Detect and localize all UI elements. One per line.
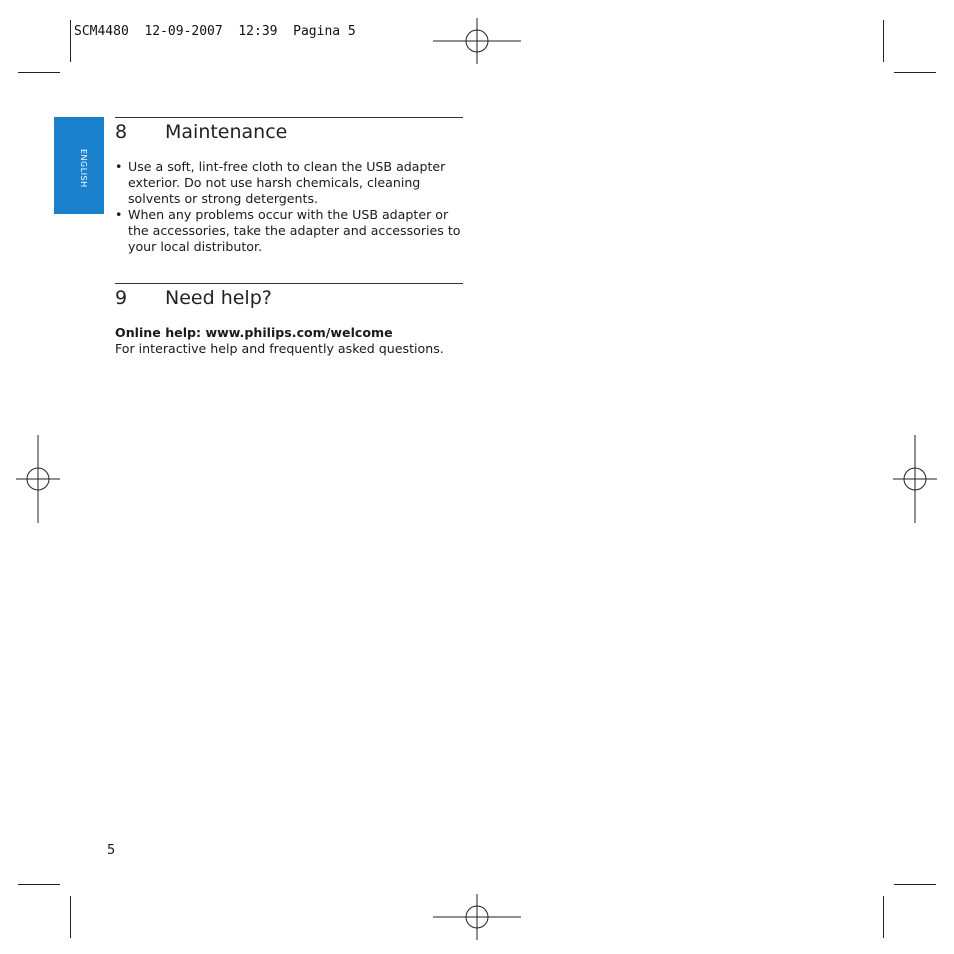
language-tab-label: ENGLISH bbox=[79, 149, 88, 188]
section-rule bbox=[115, 283, 463, 284]
crop-mark bbox=[894, 884, 936, 885]
registration-mark-icon bbox=[893, 435, 937, 523]
section-rule bbox=[115, 117, 463, 118]
crop-mark bbox=[883, 20, 884, 62]
section-number: 9 bbox=[115, 287, 128, 309]
section-title: Maintenance bbox=[165, 121, 288, 143]
section-title: Need help? bbox=[165, 287, 272, 309]
list-item: • Use a soft, lint-free cloth to clean the USB adapter exterior. Do not use harsh chemicals, cleaning solvents or strong detergents. bbox=[115, 159, 463, 207]
registration-mark-icon bbox=[433, 894, 521, 940]
crop-mark bbox=[70, 20, 71, 62]
crop-mark bbox=[18, 884, 60, 885]
registration-mark-icon bbox=[16, 435, 60, 523]
section-heading-maintenance bbox=[115, 121, 287, 143]
maintenance-list bbox=[115, 159, 463, 255]
crop-mark bbox=[18, 72, 60, 73]
section-number: 8 bbox=[115, 121, 128, 143]
section-heading-need-help bbox=[115, 287, 272, 309]
crop-mark bbox=[883, 896, 884, 938]
language-tab bbox=[54, 117, 104, 214]
crop-mark bbox=[70, 896, 71, 938]
page-number: 5 bbox=[107, 843, 116, 858]
registration-mark-icon bbox=[433, 18, 521, 64]
list-item: • When any problems occur with the USB adapter or the accessories, take the adapter and accessories to your local distributor. bbox=[115, 207, 463, 255]
online-help-text: For interactive help and frequently asked questions. bbox=[115, 341, 444, 356]
print-slug: SCM4480 12-09-2007 12:39 Pagina 5 bbox=[74, 24, 356, 39]
online-help-title: Online help: www.philips.com/welcome bbox=[115, 325, 393, 340]
crop-mark bbox=[894, 72, 936, 73]
